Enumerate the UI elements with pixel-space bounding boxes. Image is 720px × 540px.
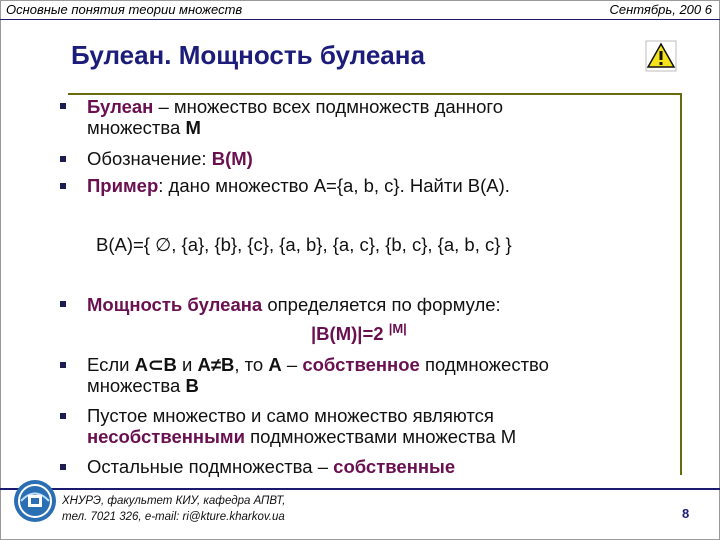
proper-pre: Если [87, 354, 135, 375]
boolean-def-text: – множество всех подмножеств данного [153, 96, 504, 117]
proper-and: и [176, 354, 198, 375]
set-b-label: B [185, 375, 199, 396]
bullet-proper-subset [87, 354, 549, 375]
others-text: Остальные подмножества – [87, 456, 334, 477]
bullet-improper: Пустое множество и само множество являются [87, 405, 494, 426]
proper-mid: , то [234, 354, 269, 375]
improper-rest: подмножествами множества M [244, 426, 517, 447]
footer-rule [0, 488, 720, 490]
not-equal-condition: A≠B [197, 354, 235, 375]
slide-title: Булеан. Мощность булеана [71, 40, 425, 70]
formula [311, 318, 407, 344]
bullet-marker [60, 362, 66, 368]
university-logo [12, 478, 58, 524]
power-def-text: определяется по формуле: [262, 294, 501, 315]
boolean-def-line2 [87, 117, 201, 138]
content-right-rule [680, 93, 682, 475]
subset-condition: A⊂B [134, 354, 177, 375]
bullet-marker [60, 413, 66, 419]
content-top-rule [68, 93, 682, 95]
proper-dash: – [281, 354, 303, 375]
term-proper-plural: собственные [333, 456, 456, 477]
improper-line2 [87, 426, 516, 447]
bullet-boolean-def [87, 96, 503, 117]
header-left: Основные понятия теории множеств [6, 2, 243, 17]
set-m-label: M [185, 117, 201, 138]
formula-exponent: |M| [388, 321, 407, 336]
proper-rest: подмножество [419, 354, 549, 375]
example-result: B(A)={ ∅, {a}, {b}, {c}, {a, b}, {a, c}, {b, c}, {a, b, c} } [96, 234, 512, 255]
set-a-label: A [268, 354, 282, 375]
boolean-def-line2-text: множества [87, 117, 186, 138]
term-improper: несобственными [87, 426, 245, 447]
bullet-notation [87, 148, 253, 169]
bullet-marker [60, 301, 66, 307]
term-proper: собственное [302, 354, 420, 375]
footer-line1: ХНУРЭ, факультет КИУ, кафедра АПВТ, [62, 495, 286, 507]
proper-line2 [87, 375, 199, 396]
bullet-marker [60, 103, 66, 109]
page-number: 8 [682, 506, 690, 521]
formula-base: |B(M)|=2 [311, 323, 389, 344]
header-right: Сентябрь, 200 6 [609, 2, 712, 17]
footer-info [62, 493, 285, 525]
example-text: : дано множество A={a, b, c}. Найти B(A). [158, 175, 510, 196]
term-example: Пример [87, 175, 159, 196]
term-boolean: Булеан [87, 96, 154, 117]
bullet-marker [60, 464, 66, 470]
bullet-marker [60, 156, 66, 162]
proper-line2-text: множества [87, 375, 186, 396]
header-rule [0, 19, 720, 20]
bullet-marker [60, 183, 66, 189]
notation-value: B(M) [211, 148, 253, 169]
term-power-set-cardinality: Мощность булеана [87, 294, 263, 315]
footer-line2: тел. 7021 326, e-mail: ri@kture.kharkov.ua [62, 511, 285, 523]
notation-label: Обозначение: [87, 148, 212, 169]
warning-icon [645, 40, 677, 72]
bullet-example [87, 175, 510, 196]
bullet-others [87, 456, 455, 477]
bullet-power-def [87, 294, 501, 315]
